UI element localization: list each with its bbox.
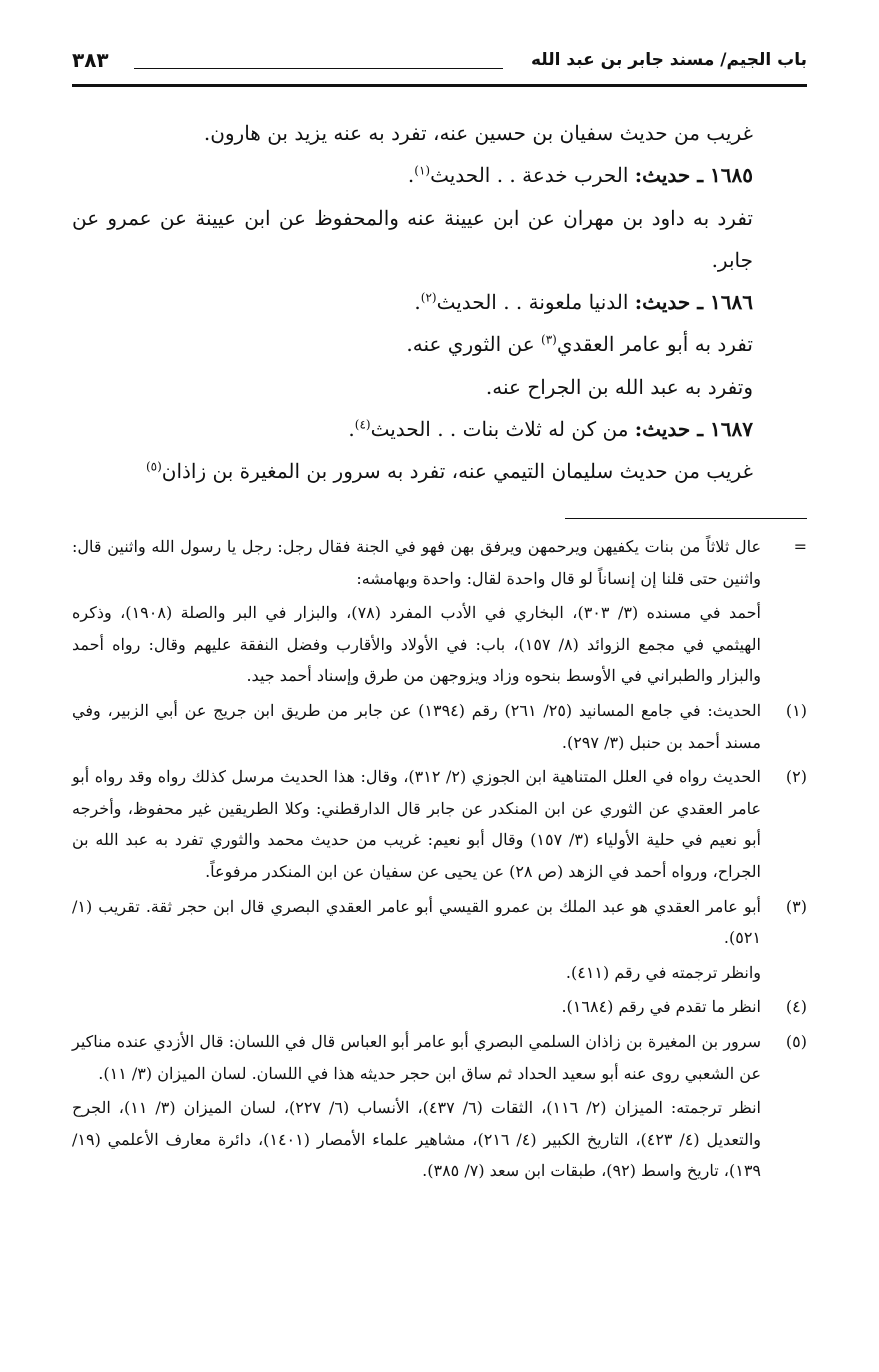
page-header	[72, 44, 807, 84]
text-line	[72, 366, 807, 408]
hadith-number: ١٦٨٧ ـ حديث:	[634, 417, 753, 442]
footnote-1	[72, 695, 807, 758]
footnote-marker: (٤)	[785, 997, 807, 1017]
text-line	[72, 450, 807, 492]
hadith-entry-1686: ١٦٨٦ ـ حديث: الدنيا ملعونة . . الحديث$^{(٢)}$.	[414, 290, 753, 315]
footnote-2	[72, 761, 807, 887]
footnotes	[72, 531, 807, 1190]
text-span: غريب من حديث سليمان التيمي عنه، تفرد به سرور بن المغيرة بن زاذان	[161, 459, 753, 484]
hadith-text: الحرب خدعة . . الحديث	[430, 163, 629, 188]
footnote-continuation	[72, 531, 807, 692]
page-number: ٣٨٣	[72, 48, 109, 72]
text-span: وتفرد به عبد الله بن الجراح عنه.	[485, 374, 753, 399]
hadith-entry-1687: ١٦٨٧ ـ حديث: من كن له ثلاث بنات . . الحديث$^{(٤)}$.	[348, 417, 753, 442]
text-line	[72, 112, 807, 154]
header-rule	[72, 84, 807, 87]
header-rule-short	[134, 68, 503, 69]
footnote-paragraph: عال ثلاثاً من بنات يكفيهن ويرحمهن ويرفق بهن فهو في الجنة فقال رجل: رجل يا رسول الله واثنين قال: واثنين حتى قلنا إن إنساناً لو قال واحدة لقال: واحدة وبهامشه:	[72, 537, 762, 588]
hadith-entry-1685: ١٦٨٥ ـ حديث: الحرب خدعة . . الحديث$^{(١)}$.	[407, 163, 753, 188]
text-span: تفرد به أبو عامر العقدي	[556, 332, 753, 357]
footnote-marker: =	[793, 537, 807, 556]
footnote-4	[72, 991, 807, 1023]
footnote-paragraph: وانظر ترجمته في رقم (٤١١).	[565, 962, 761, 982]
text-line	[72, 197, 807, 282]
footnote-text	[72, 1026, 761, 1187]
footnote-ref: (٢)	[420, 290, 437, 305]
footnote-ref: (١)	[414, 163, 431, 178]
footnote-marker: (٣)	[785, 896, 807, 916]
hadith-number: ١٦٨٦ ـ حديث:	[634, 290, 753, 315]
footnote-3	[72, 891, 807, 989]
footnote-paragraph: الحديث: في جامع المسانيد (٢٥/ ٢٦١) رقم (١٣٩٤) عن جابر من طريق ابن جريج عن أبي الزبير، وفي مسند أحمد بن حنبل (٣/ ٢٩٧).	[72, 700, 762, 752]
footnote-paragraph: أبو عامر العقدي هو عبد الملك بن عمرو القيسي أبو عامر العقدي البصري قال ابن حجر ثقة. تقريب (١/ ٥٢١).	[72, 896, 761, 948]
footnote-ref: (٥)	[145, 459, 162, 474]
running-title: باب الجيم/ مسند جابر بن عبد الله	[531, 50, 807, 70]
hadith-number: ١٦٨٥ ـ حديث:	[634, 163, 753, 188]
footnote-ref: (٣)	[541, 332, 557, 347]
text-span: تفرد به داود بن مهران عن ابن عيينة عنه والمحفوظ عن ابن عيينة عن عمرو عن جابر.	[72, 205, 753, 272]
hadith-text: الدنيا ملعونة . . الحديث	[436, 290, 629, 315]
footnote-paragraph: أحمد في مسنده (٣/ ٣٠٣)، البخاري في الأدب المفرد (٧٨)، والبزار في البر والصلة (١٩٠٨)، وذكره الهيثمي في مجمع الزوائد (٨/ ١٥٧)، باب: في الأولاد والأقارب وفضل النفقة عليهم وقال: رواه أحمد والبزار والطبراني في الأوسط بنحوه وزاد ويزوجهن من طرق وإسناد أحمد جيد.	[72, 603, 762, 686]
footnote-marker: (٢)	[785, 767, 807, 787]
footnote-ref: (٤)	[354, 417, 371, 432]
footnote-5	[72, 1026, 807, 1187]
footnote-paragraph: سرور بن المغيرة بن زاذان السلمي البصري أبو عامر أبو العباس قال في اللسان: قال الأزدي عنده مناكير عن الشعبي روى عنه أبو سعيد الحداد ثم ساق ابن حجر حديثه هذا في اللسان. لسان الميزان (٣/ ١١).	[72, 1031, 761, 1083]
footnote-text	[72, 891, 761, 989]
hadith-text: من كن له ثلاث بنات . . الحديث	[370, 417, 629, 442]
footnote-marker: (٥)	[785, 1031, 807, 1051]
footnote-text	[72, 761, 761, 887]
footnote-text	[72, 991, 761, 1023]
main-text	[72, 112, 807, 493]
text-line	[72, 323, 807, 365]
footnote-text	[72, 695, 761, 758]
footnote-paragraph: الحديث رواه في العلل المتناهية ابن الجوزي (٢/ ٣١٢)، وقال: هذا الحديث مرسل كذلك رواه وقد رواه أبو عامر العقدي عن الثوري عن ابن المنكدر عن جابر قال الدارقطني: وكلا الطريقين غير محفوظ، وأخرجه أبو نعيم في حلية الأولياء (٣/ ١٥٧) وقال أبو نعيم: غريب من حديث محمد والثوري تفرد به عبد الله بن الجراح، ورواه أحمد في الزهد (ص ٢٨) عن يحيى عن سفيان عن ابن المنكدر مرفوعاً.	[72, 767, 761, 881]
footnote-text	[72, 531, 761, 692]
text-span: عن الثوري عنه.	[406, 332, 535, 357]
footnote-paragraph: انظر ترجمته: الميزان (٢/ ١١٦)، الثقات (٦/ ٤٣٧)، الأنساب (٦/ ٢٢٧)، لسان الميزان (٣/ ١١)، الجرح والتعديل (٤/ ٤٢٣)، التاريخ الكبير (٤/ ٢١٦)، مشاهير علماء الأمصار (١٤٠١)، دائرة معارف الأعلمي (١٩/ ١٣٩)، تاريخ واسط (٩٢)، طبقات ابن سعد (٧/ ٣٨٥).	[72, 1098, 762, 1181]
footnote-separator	[565, 518, 807, 519]
text-span: غريب من حديث سفيان بن حسين عنه، تفرد به عنه يزيد بن هارون.	[203, 121, 753, 145]
footnote-marker: (١)	[785, 700, 807, 720]
footnote-paragraph: انظر ما تقدم في رقم (١٦٨٤).	[561, 997, 761, 1017]
